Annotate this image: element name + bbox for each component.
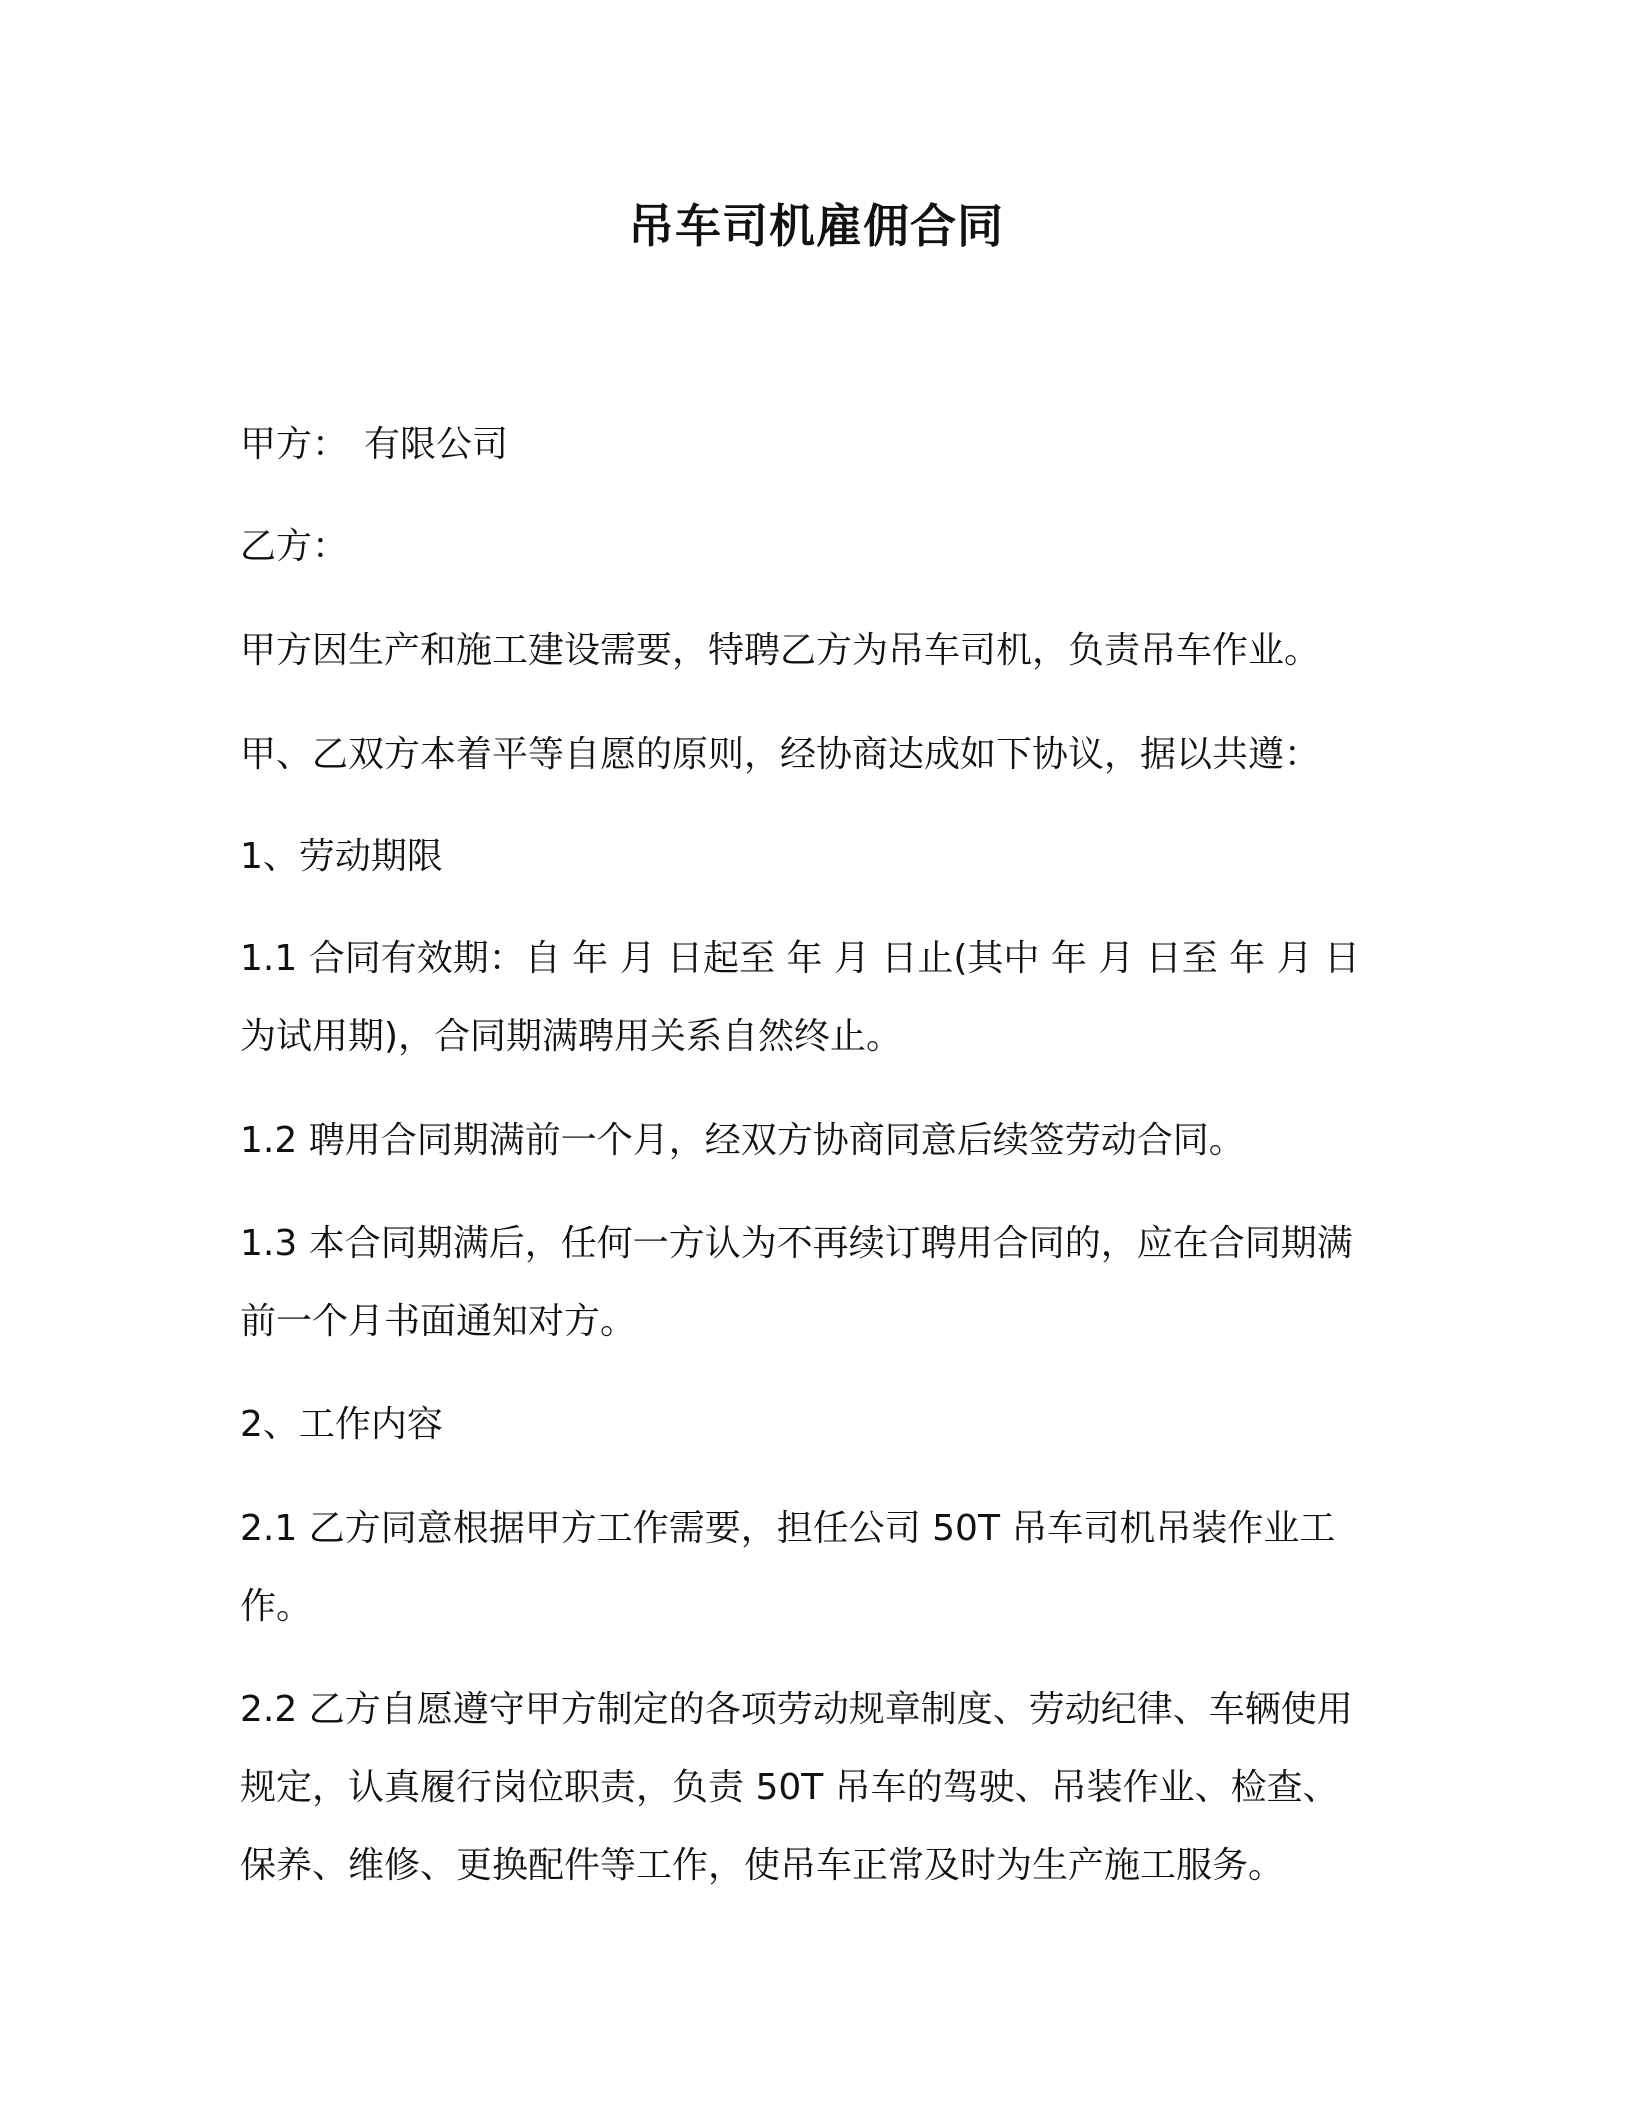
clause-2-1-line: 作。 bbox=[240, 1586, 313, 1627]
clause-1-3 bbox=[240, 1205, 1390, 1361]
party-b-label: 乙方： bbox=[240, 526, 349, 567]
clause-1-3-line: 前一个月书面通知对方。 bbox=[240, 1301, 637, 1342]
clause-1-1-line: 为试用期)，合同期满聘用关系自然终止。 bbox=[240, 1016, 903, 1057]
party-a-value: 有限公司 bbox=[364, 424, 509, 465]
clause-1-3-line: 1.3 本合同期满后，任何一方认为不再续订聘用合同的，应在合同期满 bbox=[240, 1223, 1353, 1264]
intro-paragraph: 甲方因生产和施工建设需要，特聘乙方为吊车司机，负责吊车作业。 bbox=[240, 630, 1321, 671]
clause-2-2-line: 2.2 乙方自愿遵守甲方制定的各项劳动规章制度、劳动纪律、车辆使用 bbox=[240, 1689, 1353, 1730]
clause-2-2 bbox=[240, 1671, 1390, 1905]
section-1-heading: 1、劳动期限 bbox=[240, 836, 443, 877]
party-b-line bbox=[240, 508, 1390, 586]
clause-1-1 bbox=[240, 920, 1390, 1076]
section-2-heading: 2、工作内容 bbox=[240, 1404, 443, 1445]
clause-1-2: 1.2 聘用合同期满前一个月，经双方协商同意后续签劳动合同。 bbox=[240, 1120, 1245, 1161]
clause-2-1-line: 2.1 乙方同意根据甲方工作需要，担任公司 50T 吊车司机吊装作业工 bbox=[240, 1508, 1336, 1549]
agreement-paragraph: 甲、乙双方本着平等自愿的原则，经协商达成如下协议，据以共遵： bbox=[240, 734, 1321, 775]
party-a-line bbox=[240, 406, 1390, 484]
document-title: 吊车司机雇佣合同 bbox=[628, 199, 1004, 253]
clause-2-2-line: 规定，认真履行岗位职责，负责 50T 吊车的驾驶、吊装作业、检查、 bbox=[240, 1767, 1339, 1808]
clause-1-1-line: 1.1 合同有效期：自 年 月 日起至 年 月 日止(其中 年 月 日至 年 月 日 bbox=[240, 938, 1361, 979]
clause-2-1 bbox=[240, 1490, 1390, 1646]
clause-2-2-line: 保养、维修、更换配件等工作，使吊车正常及时为生产施工服务。 bbox=[240, 1845, 1285, 1886]
party-a-label: 甲方： bbox=[240, 424, 349, 465]
